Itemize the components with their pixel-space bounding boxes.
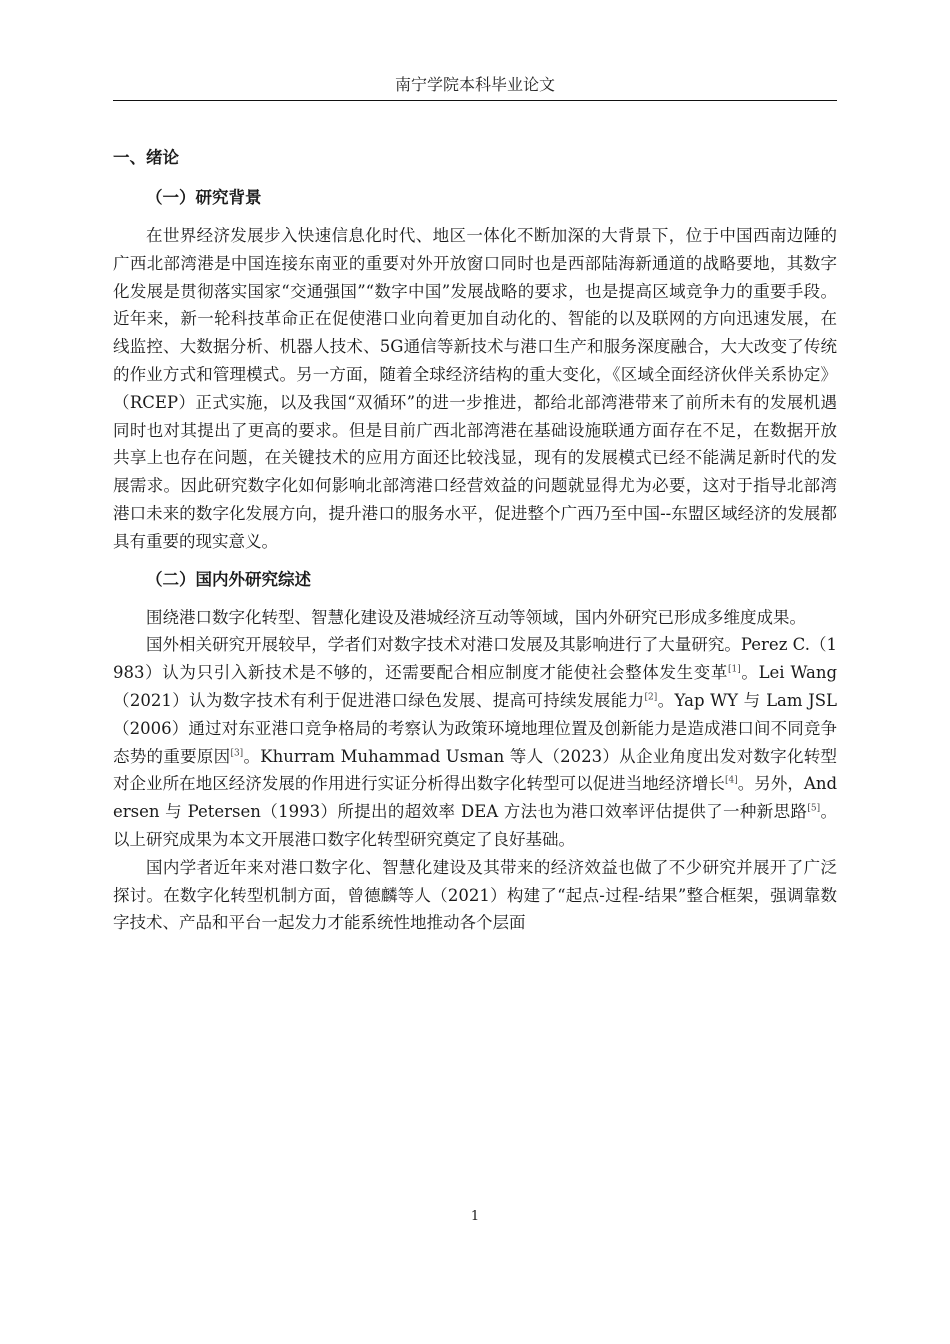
running-header: 南宁学院本科毕业论文 <box>394 75 555 94</box>
review-intro-paragraph: 围绕港口数字化转型、智慧化建设及港城经济互动等领域，国内外研究已形成多维度成果。 <box>146 607 806 627</box>
body-content <box>113 140 837 937</box>
section-heading-literature-review: （二）国内外研究综述 <box>146 569 311 589</box>
citation-ref: [3] <box>230 748 244 759</box>
citation-ref: [4] <box>724 775 738 786</box>
citation-ref: [5] <box>807 803 821 814</box>
text-segment: 。Yap WY 与 Lam JSL（2006）通过对东亚港口竞争格局的考察认为政策环境地理位置及创新能力是造成港口间不同竞争态势的重要原因 <box>113 690 837 766</box>
text-segment: 国外相关研究开展较早，学者们对数字技术对港口发展及其影响进行了大量研究。Perez C.（1983）认为只引入新技术是不够的，还需要配合相应制度才能使社会整体发生变革 <box>113 635 837 683</box>
text-segment: 。以上研究成果为本文开展港口数字化转型研究奠定了良好基础。 <box>113 802 837 849</box>
text-segment: 。Lei Wang（2021）认为数字技术有利于促进港口绿色发展、提高可持续发展能力 <box>113 663 838 710</box>
header-rule <box>113 100 837 101</box>
citation-ref: [2] <box>644 692 658 703</box>
citation-ref: [1] <box>728 664 741 675</box>
foreign-research-paragraph <box>113 631 837 853</box>
background-paragraph: 在世界经济发展步入快速信息化时代、地区一体化不断加深的大背景下，位于中国西南边陲的广西北部湾港是中国连接东南亚的重要对外开放窗口同时也是西部陆海新通道的战略要地，其数字化发展是贯彻落实国家“交通强国”“数字中国”发展战略的要求，也是提高区域竞争力的重要手段。近年来，新一轮科技革命正在促使港口业向着更加自动化的、智能的以及联网的方向迅速发展，在线监控、大数据分析、机器人技术、5G通信等新技术与港口生产和服务深度融合，大大改变了传统的作业方式和管理模式。另一方面，随着全球经济结构的重大变化，《区域全面经济伙伴关系协定》（RCEP）正式实施，以及我国“双循环”的进一步推进，都给北部湾港带来了前所未有的发展机遇同时也对其提出了更高的要求。但是目前广西北部湾港在基础设施联通方面存在不足，在数据开放共享上也存在问题，在关键技术的应用方面还比较浅显，现有的发展模式已经不能满足新时代的发展需求。因此研究数字化如何影响北部湾港口经营效益的问题就显得尤为必要，这对于指导北部湾港口未来的数字化发展方向，提升港口的服务水平，促进整个广西乃至中国--东盟区域经济的发展都具有重要的现实意义。 <box>113 226 837 551</box>
domestic-research-paragraph: 国内学者近年来对港口数字化、智慧化建设及其带来的经济效益也做了不少研究并展开了广泛探讨。在数字化转型机制方面，曾德麟等人（2021）构建了“起点-过程-结果”整合框架，强调靠数字技术、产品和平台一起发力才能系统性地推动各个层面 <box>113 857 837 933</box>
page-number: 1 <box>470 1209 480 1224</box>
text-segment: 。Khurram Muhammad Usman 等人（2023）从企业角度出发对数字化转型对企业所在地区经济发展的作用进行实证分析得出数字化转型可以促进当地经济增长 <box>113 746 837 794</box>
chapter-heading: 一、绪论 <box>113 148 179 167</box>
text-segment: 。另外，Andersen 与 Petersen（1993）所提出的超效率 DEA 方法也为港口效率评估提供了一种新思路 <box>113 774 838 822</box>
section-heading-background: （一）研究背景 <box>146 188 262 207</box>
